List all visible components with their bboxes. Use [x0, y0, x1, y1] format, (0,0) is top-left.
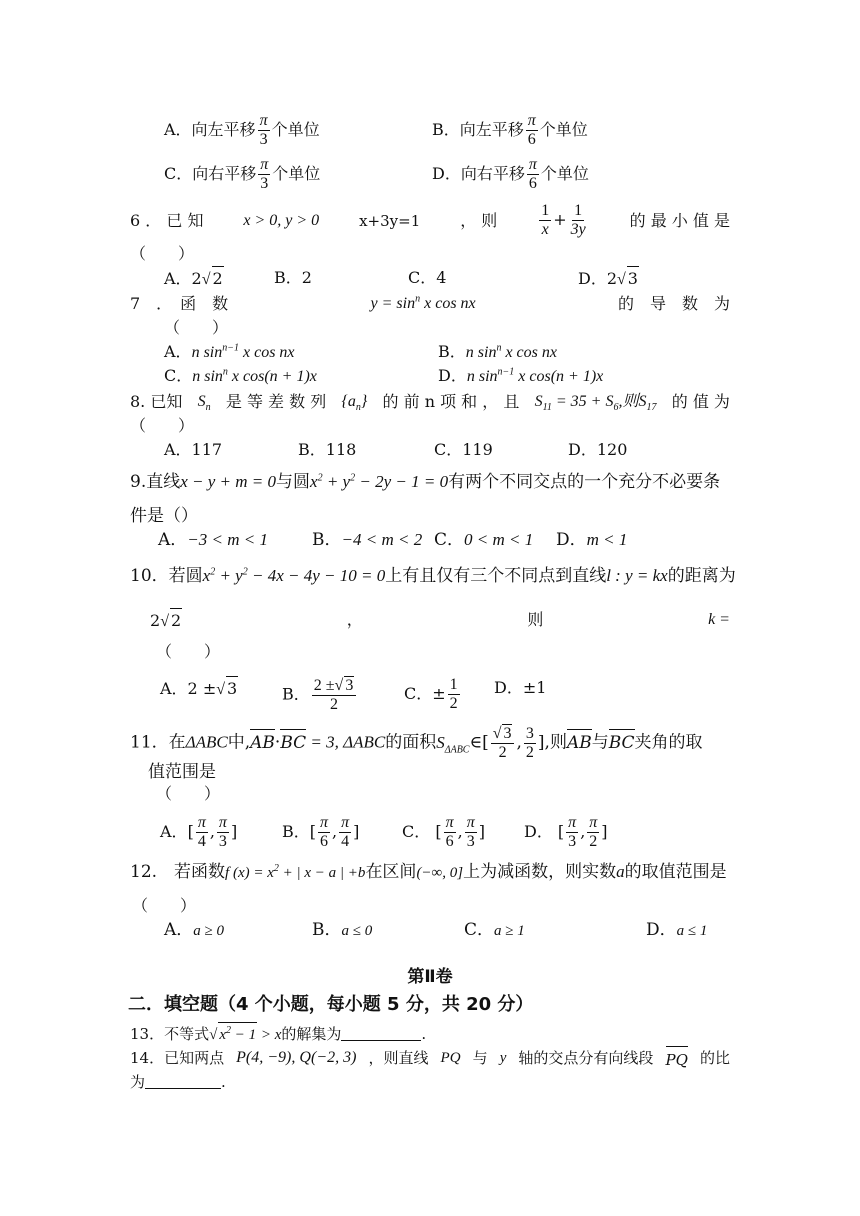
q12-option-b: B．a ≤ 0: [312, 920, 373, 940]
q9-option-b: B．−4 < m < 2: [312, 530, 423, 550]
q7-stem: 7 ． 函 数 $y = \sin^n x$ cos nx 的 导 数 为: [130, 293, 730, 313]
q14-answer-blank[interactable]: [145, 1072, 221, 1089]
q8-option-b: B．118: [298, 440, 357, 459]
q11-option-b: B．[ $\frac{\pi}{6}$ , $\frac{\pi}{4}$ ]: [282, 814, 360, 850]
q9-stem: 9.直线x − y + m = 0与圆$x^2 + y^2 - 2y - 1 = 0$有两个不同交点的一个充分不必要条: [130, 472, 721, 492]
q7-option-d: D．n $\sin^{n-1} x$ cos(n + 1)x: [438, 366, 604, 385]
q6-option-c: C．4: [408, 268, 447, 287]
q11-option-c: C． [ $\frac{\pi}{6}$ , $\frac{\pi}{3}$ ]: [402, 814, 485, 850]
q12-option-c: C．a ≥ 1: [464, 920, 525, 940]
q11-option-d: D． [ $\frac{\pi}{3}$ , $\frac{\pi}{2}$ ]: [524, 814, 608, 850]
q10-line2: 2√ 2 ， 则 k =: [150, 608, 730, 634]
q8-option-a: A．117: [164, 440, 223, 459]
q9-option-c: C．0 < m < 1: [434, 530, 534, 550]
option-label: A．向左平移: [164, 120, 256, 139]
q8-answer-paren: （ ）: [130, 416, 195, 435]
part2-title: 第Ⅱ卷: [407, 967, 453, 987]
q11-answer-paren: （ ）: [156, 784, 221, 803]
q7-option-c: C．n $\sin^n x$ cos(n + 1)x: [164, 366, 317, 385]
q10-option-d: D．±1: [494, 678, 547, 697]
q5-option-c: C．向右平移 $\frac{\pi}{3}$ 个单位: [164, 156, 321, 192]
q6-option-d: D．2√ 3: [578, 266, 639, 292]
q13-stem: 13．不等式√ $x^2 - 1 > x$的解集为 .: [130, 1022, 426, 1047]
q11-line2: 值范围是: [148, 762, 216, 782]
q8-option-c: C．119: [434, 440, 493, 459]
fraction: $\frac{\pi}{6}$: [528, 156, 537, 192]
q10-stem: 10．若圆$x^2 + y^2 - 4x - 4y - 10 = 0$上有且仅有三个不同点到直线l : y = kx的距离为: [130, 566, 736, 586]
q10-option-c: C．± $\frac{1}{2}$: [404, 676, 458, 712]
section2-title: 二．填空题（4 个小题，每小题 5 分，共 20 分）: [128, 994, 534, 1015]
q12-option-d: D．a ≤ 1: [646, 920, 708, 940]
q7-option-b: B．n $\sin^n x$ cos nx: [438, 342, 557, 361]
q5-option-d: D．向右平移 $\frac{\pi}{6}$ 个单位: [432, 156, 589, 192]
q9-option-d: D．m < 1: [556, 530, 628, 550]
q5-option-a: A．向左平移 $\frac{\pi}{3}$ 个单位: [164, 112, 320, 148]
q10-answer-paren: （ ）: [156, 642, 221, 661]
q12-option-a: A．a ≥ 0: [164, 920, 225, 940]
q14-stem: 14．已知两点 P(4, −9), Q(−2, 3) ，则直线 PQ 与 y 轴的交点分有向线段 PQ 的比: [130, 1046, 730, 1072]
fraction: $\frac{\pi}{3}$: [259, 112, 268, 148]
q7-answer-paren: （ ）: [164, 318, 229, 337]
q9-line2: 件是（）: [130, 506, 198, 526]
fraction: $\frac{\pi}{6}$: [527, 112, 536, 148]
q11-option-a: A．[ $\frac{\pi}{4}$ , $\frac{\pi}{3}$ ]: [160, 814, 238, 850]
q10-option-b: B． $\frac{2 \pm√ 3}{2}$: [282, 676, 358, 714]
q12-stem: 12. 若函数f $(x) = x^2$ + | x − a | +b在区间(−∞, 0]上为减函数，则实数a的取值范围是: [130, 862, 727, 882]
q5-option-b: B．向左平移 $\frac{\pi}{6}$ 个单位: [432, 112, 588, 148]
q8-option-d: D．120: [568, 440, 628, 459]
fraction: $\frac{\pi}{3}$: [260, 156, 269, 192]
q10-option-a: A．2 ±√ 3: [160, 676, 238, 702]
q14-line2: 为 .: [130, 1073, 226, 1091]
q11-stem: 11．在ΔABC中,AB·BC = 3, ΔABC的面积$S_{\Delta ABC}\in$[ $\frac{√ 3}{2}$ , $\frac{3}{2}$ ],则AB与BC夹角的取: [130, 724, 703, 761]
q6-stem: 6 ． 已 知 x > 0, y > 0 x+3y=1 ， 则 $\frac{1}{x}$ + $\frac{1}{3y}$ 的 最 小 值 是: [130, 202, 730, 238]
q6-option-a: A．2√ 2: [164, 266, 224, 292]
q9-option-a: A．−3 < m < 1: [158, 530, 268, 550]
q13-answer-blank[interactable]: [341, 1024, 421, 1041]
q6-expression: $\frac{1}{x}$ + $\frac{1}{3y}$: [541, 202, 586, 238]
q8-stem: 8. 已知 $S_n$ 是 等 差 数 列 $\{a_n\}$ 的 前 n 项 和 ， 且 $S_{11} = 35 + S_6$,则$S_{17}$ 的 值 为: [130, 392, 730, 414]
q12-answer-paren: （ ）: [132, 896, 197, 915]
q6-answer-paren: （ ）: [130, 244, 195, 263]
q7-option-a: A．n $\sin^{n-1} x$ cos nx: [164, 342, 295, 361]
q6-option-b: B．2: [274, 268, 312, 287]
